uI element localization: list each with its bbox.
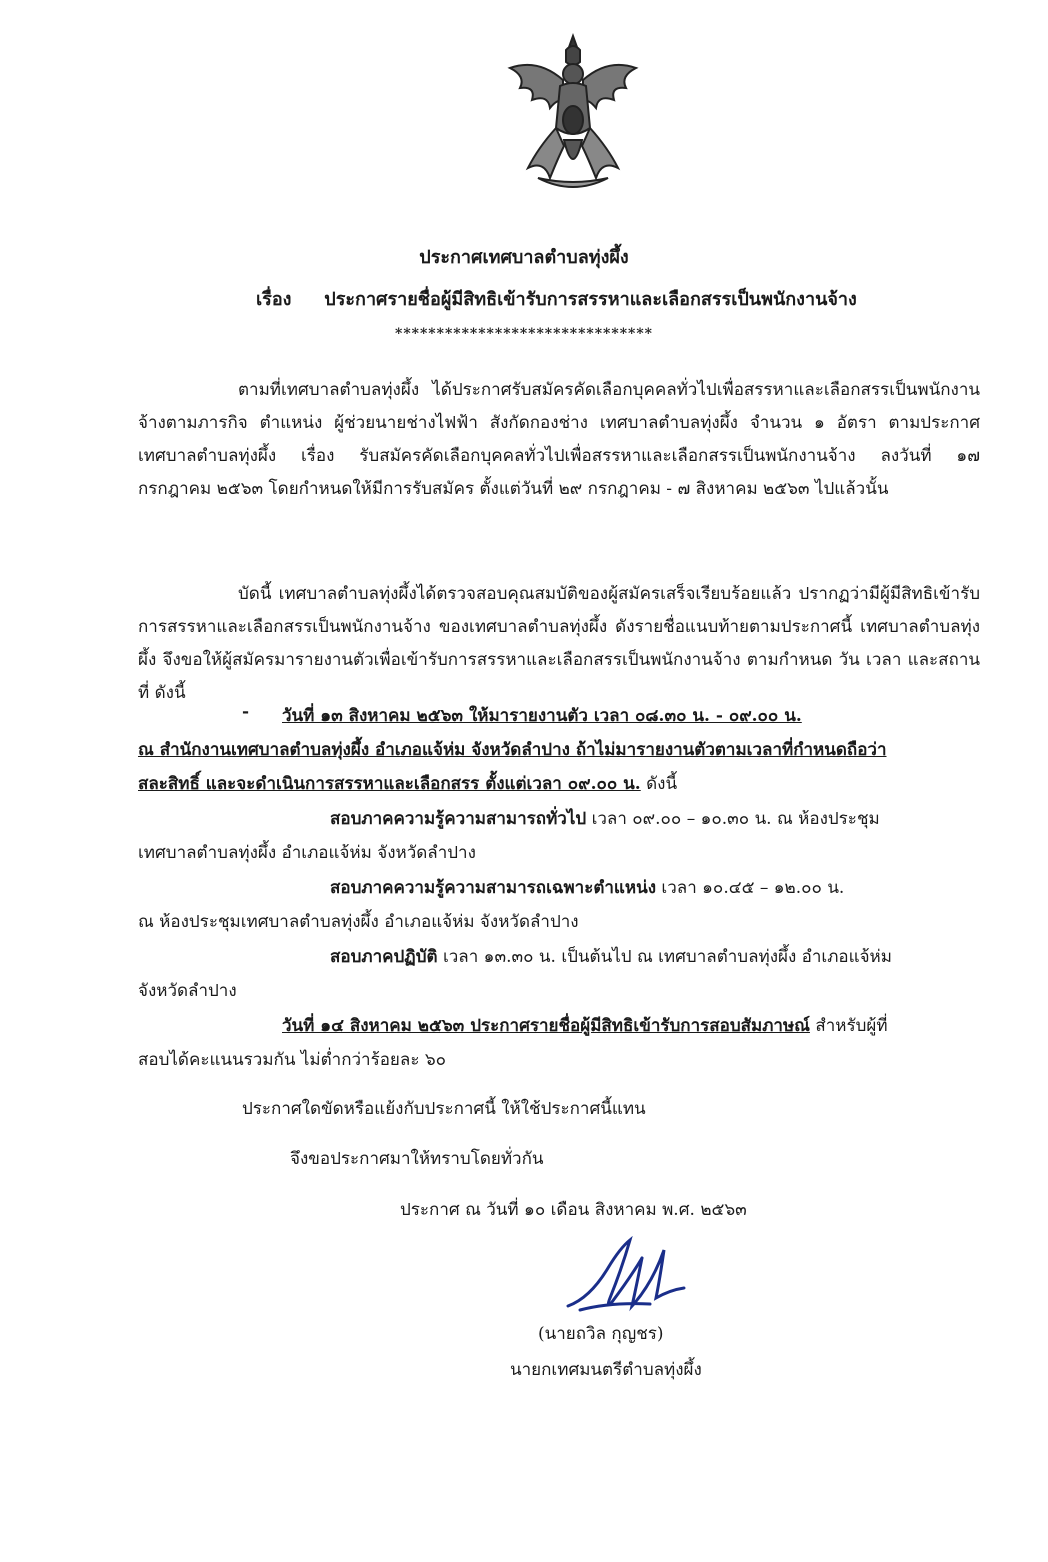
exam-practical-title: สอบภาคปฏิบัติ [330, 947, 438, 967]
announcement-heading: ประกาศเทศบาลตำบลทุ่งผึ้ง [419, 247, 629, 268]
separator-stars: ******************************* [395, 326, 653, 342]
signer-position: นายกเทศมนตรีตำบลทุ่งผึ้ง [510, 1360, 702, 1380]
subject-text: ประกาศรายชื่อผู้มีสิทธิเข้ารับการสรรหาและเลือกสรรเป็นพนักงานจ้าง [324, 289, 857, 310]
paragraph-intro: ตามที่เทศบาลตำบลทุ่งผึ้ง ได้ประกาศรับสมัครคัดเลือกบุคคลทั่วไปเพื่อสรรหาและเลือกสรรเป็นพนักงานจ้างตามภารกิจ ตำแหน่ง ผู้ช่วยนายช่างไฟฟ้า สังกัดกองช่าง เทศบาลตำบลทุ่งผึ้ง จำนวน ๑ อัตรา ตามประกาศเทศบาลตำบลทุ่งผึ้ง เรื่อง รับสมัครคัดเลือกบุคคลทั่วไปเพื่อสรรหาและเลือกสรรเป็นพนักงานจ้าง ลงวันที่ ๑๗ กรกฎาคม ๒๕๖๓ โดยกำหนดให้มีการรับสมัคร ตั้งแต่วันที่ ๒๙ กรกฎาคม - ๗ สิงหาคม ๒๕๖๓ ไปแล้วนั้น [138, 380, 980, 499]
exam-specific-title: สอบภาคความรู้ความสามารถเฉพาะตำแหน่ง [330, 878, 657, 898]
exam-practical-place: จังหวัดลำปาง [138, 981, 237, 1001]
exam-specific-detail: เวลา ๑๐.๔๕ – ๑๒.๐๐ น. [661, 878, 845, 898]
subject-label: เรื่อง [256, 289, 292, 310]
exam-specific-place: ณ ห้องประชุมเทศบาลตำบลทุ่งผึ้ง อำเภอแจ้ห่ม จังหวัดลำปาง [138, 912, 579, 932]
report-forfeit-text: สละสิทธิ์ และจะดำเนินการสรรหาและเลือกสรร ตั้งแต่เวลา ๐๙.๐๐ น. [138, 774, 641, 794]
signature-icon [560, 1228, 690, 1328]
interview-line [282, 1012, 888, 1039]
signer-name: (นายถวิล กุญชร) [538, 1324, 664, 1344]
paragraph-result: บัดนี้ เทศบาลตำบลทุ่งผึ้งได้ตรวจสอบคุณสมบัติของผู้สมัครเสร็จเรียบร้อยแล้ว ปรากฏว่ามีผู้มีสิทธิเข้ารับการสรรหาและเลือกสรรเป็นพนักงานจ้าง ของเทศบาลตำบลทุ่งผึ้ง ดังรายชื่อแนบท้ายตามประกาศนี้ เทศบาลตำบลทุ่งผึ้ง จึงขอให้ผู้สมัครมารายงานตัวเพื่อเข้ารับการสรรหาและเลือกสรรเป็นพนักงานจ้าง ตามกำหนด วัน เวลา และสถานที่ ดังนี้ [138, 584, 980, 703]
exam-general-detail: เวลา ๐๙.๐๐ – ๑๐.๓๐ น. ณ ห้องประชุม [591, 809, 880, 829]
exam-general-title: สอบภาคความรู้ความสามารถทั่วไป [330, 809, 587, 829]
exam-general-place: เทศบาลตำบลทุ่งผึ้ง อำเภอแจ้ห่ม จังหวัดลำปาง [138, 843, 476, 863]
subject-line [256, 284, 857, 313]
exam-general-line [330, 805, 880, 832]
report-location-line: ณ สำนักงานเทศบาลตำบลทุ่งผึ้ง อำเภอแจ้ห่ม จังหวัดลำปาง ถ้าไม่มารายงานตัวตามเวลาที่กำหนดถือว่า [138, 740, 887, 760]
report-date-line: วันที่ ๑๓ สิงหาคม ๒๕๖๓ ให้มารายงานตัว เวลา ๐๘.๓๐ น. - ๐๙.๐๐ น. [282, 706, 802, 726]
report-forfeit-tail: ดังนี้ [646, 774, 678, 794]
interview-title: วันที่ ๑๔ สิงหาคม ๒๕๖๓ ประกาศรายชื่อผู้มีสิทธิเข้ารับการสอบสัมภาษณ์ [282, 1016, 810, 1036]
bullet-dash: - [242, 702, 250, 722]
interview-tail: สำหรับผู้ที่ [815, 1016, 888, 1036]
exam-practical-detail: เวลา ๑๓.๓๐ น. เป็นต้นไป ณ เทศบาลตำบลทุ่งผึ้ง อำเภอแจ้ห่ม [442, 947, 892, 967]
exam-specific-line [330, 874, 844, 901]
closing-supersede: ประกาศใดขัดหรือแย้งกับประกาศนี้ ให้ใช้ประกาศนี้แทน [242, 1099, 646, 1119]
interview-score-line: สอบได้คะแนนรวมกัน ไม่ต่ำกว่าร้อยละ ๖๐ [138, 1050, 447, 1070]
garuda-emblem-icon [498, 28, 648, 198]
announce-date: ประกาศ ณ วันที่ ๑๐ เดือน สิงหาคม พ.ศ. ๒๕๖๓ [400, 1200, 747, 1220]
exam-practical-line [330, 943, 892, 970]
closing-notice: จึงขอประกาศมาให้ทราบโดยทั่วกัน [290, 1149, 544, 1169]
report-forfeit-line [138, 770, 677, 797]
